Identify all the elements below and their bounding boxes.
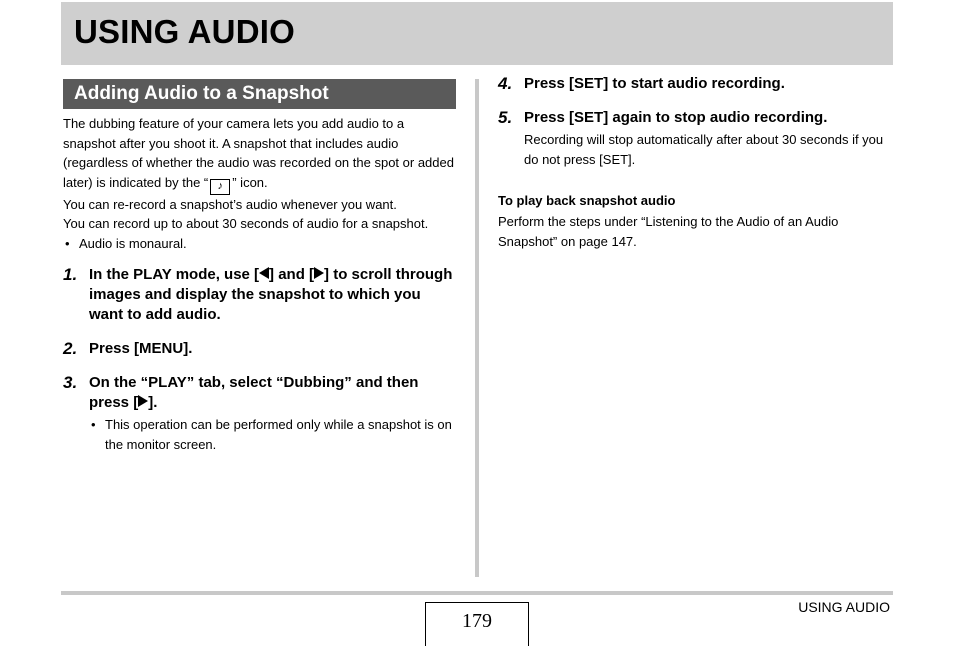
step-3 (63, 373, 456, 413)
playback-heading: To play back snapshot audio (498, 193, 676, 208)
step-number: 2. (63, 339, 78, 358)
step-text: Press [SET] to start audio recording. (524, 75, 785, 92)
bullet-dot: • (91, 417, 96, 432)
footer-divider (61, 591, 893, 595)
right-arrow-icon (314, 267, 324, 279)
playback-text: Perform the steps under “Listening to the Audio of an Audio Snapshot” on page 147. (498, 214, 839, 249)
intro-text-2: ” icon. (232, 174, 268, 190)
left-column (63, 79, 456, 454)
step-number: 3. (63, 373, 78, 392)
column-divider (475, 79, 479, 577)
list-item (63, 234, 456, 254)
step-number: 1. (63, 265, 78, 284)
duration-paragraph: You can record up to about 30 seconds of audio for a snapshot. (63, 216, 429, 231)
monaural-note: Audio is monaural. (79, 235, 187, 251)
section-title: Adding Audio to a Snapshot (63, 79, 456, 109)
step-note: Recording will stop automatically after about 30 seconds if you do not press [SET]. (524, 132, 884, 167)
step-number: 4. (498, 74, 513, 93)
step-5 (498, 108, 893, 128)
step-number: 5. (498, 108, 513, 127)
step-text: Press [MENU]. (89, 340, 193, 357)
right-column (498, 74, 893, 251)
page-title: USING AUDIO (74, 13, 295, 50)
step-1 (63, 265, 456, 325)
right-arrow-icon (138, 395, 148, 407)
footer-section-label: USING AUDIO (798, 599, 890, 615)
left-arrow-icon (259, 267, 269, 279)
sound-snapshot-icon: ♪ (210, 179, 230, 195)
intro-paragraph (63, 114, 456, 195)
step-2 (63, 339, 456, 359)
rerecord-paragraph: You can re-record a snapshot’s audio whenever you want. (63, 196, 397, 212)
bullet-dot: • (65, 235, 70, 251)
step-note: This operation can be performed only while a snapshot is on the monitor screen. (105, 417, 452, 452)
intro-text-1: The dubbing feature of your camera lets you add audio to a snapshot after you shoot it. A snapshot that includes audio (regardless of whether the audio was recorded on the spot or added later) is indicated by the “ (63, 116, 454, 190)
step-text: Press [SET] again to stop audio recording. (524, 109, 828, 126)
step-text: On the “PLAY” tab, select “Dubbing” and then press [ ]. (89, 374, 419, 411)
step-4 (498, 74, 893, 94)
page-number: 179 (425, 602, 529, 646)
step-text: In the PLAY mode, use [ ] and [ ] to scroll through images and display the snapshot to which you want to add audio. (89, 266, 453, 323)
header-band (61, 2, 893, 65)
list-item (89, 415, 456, 454)
